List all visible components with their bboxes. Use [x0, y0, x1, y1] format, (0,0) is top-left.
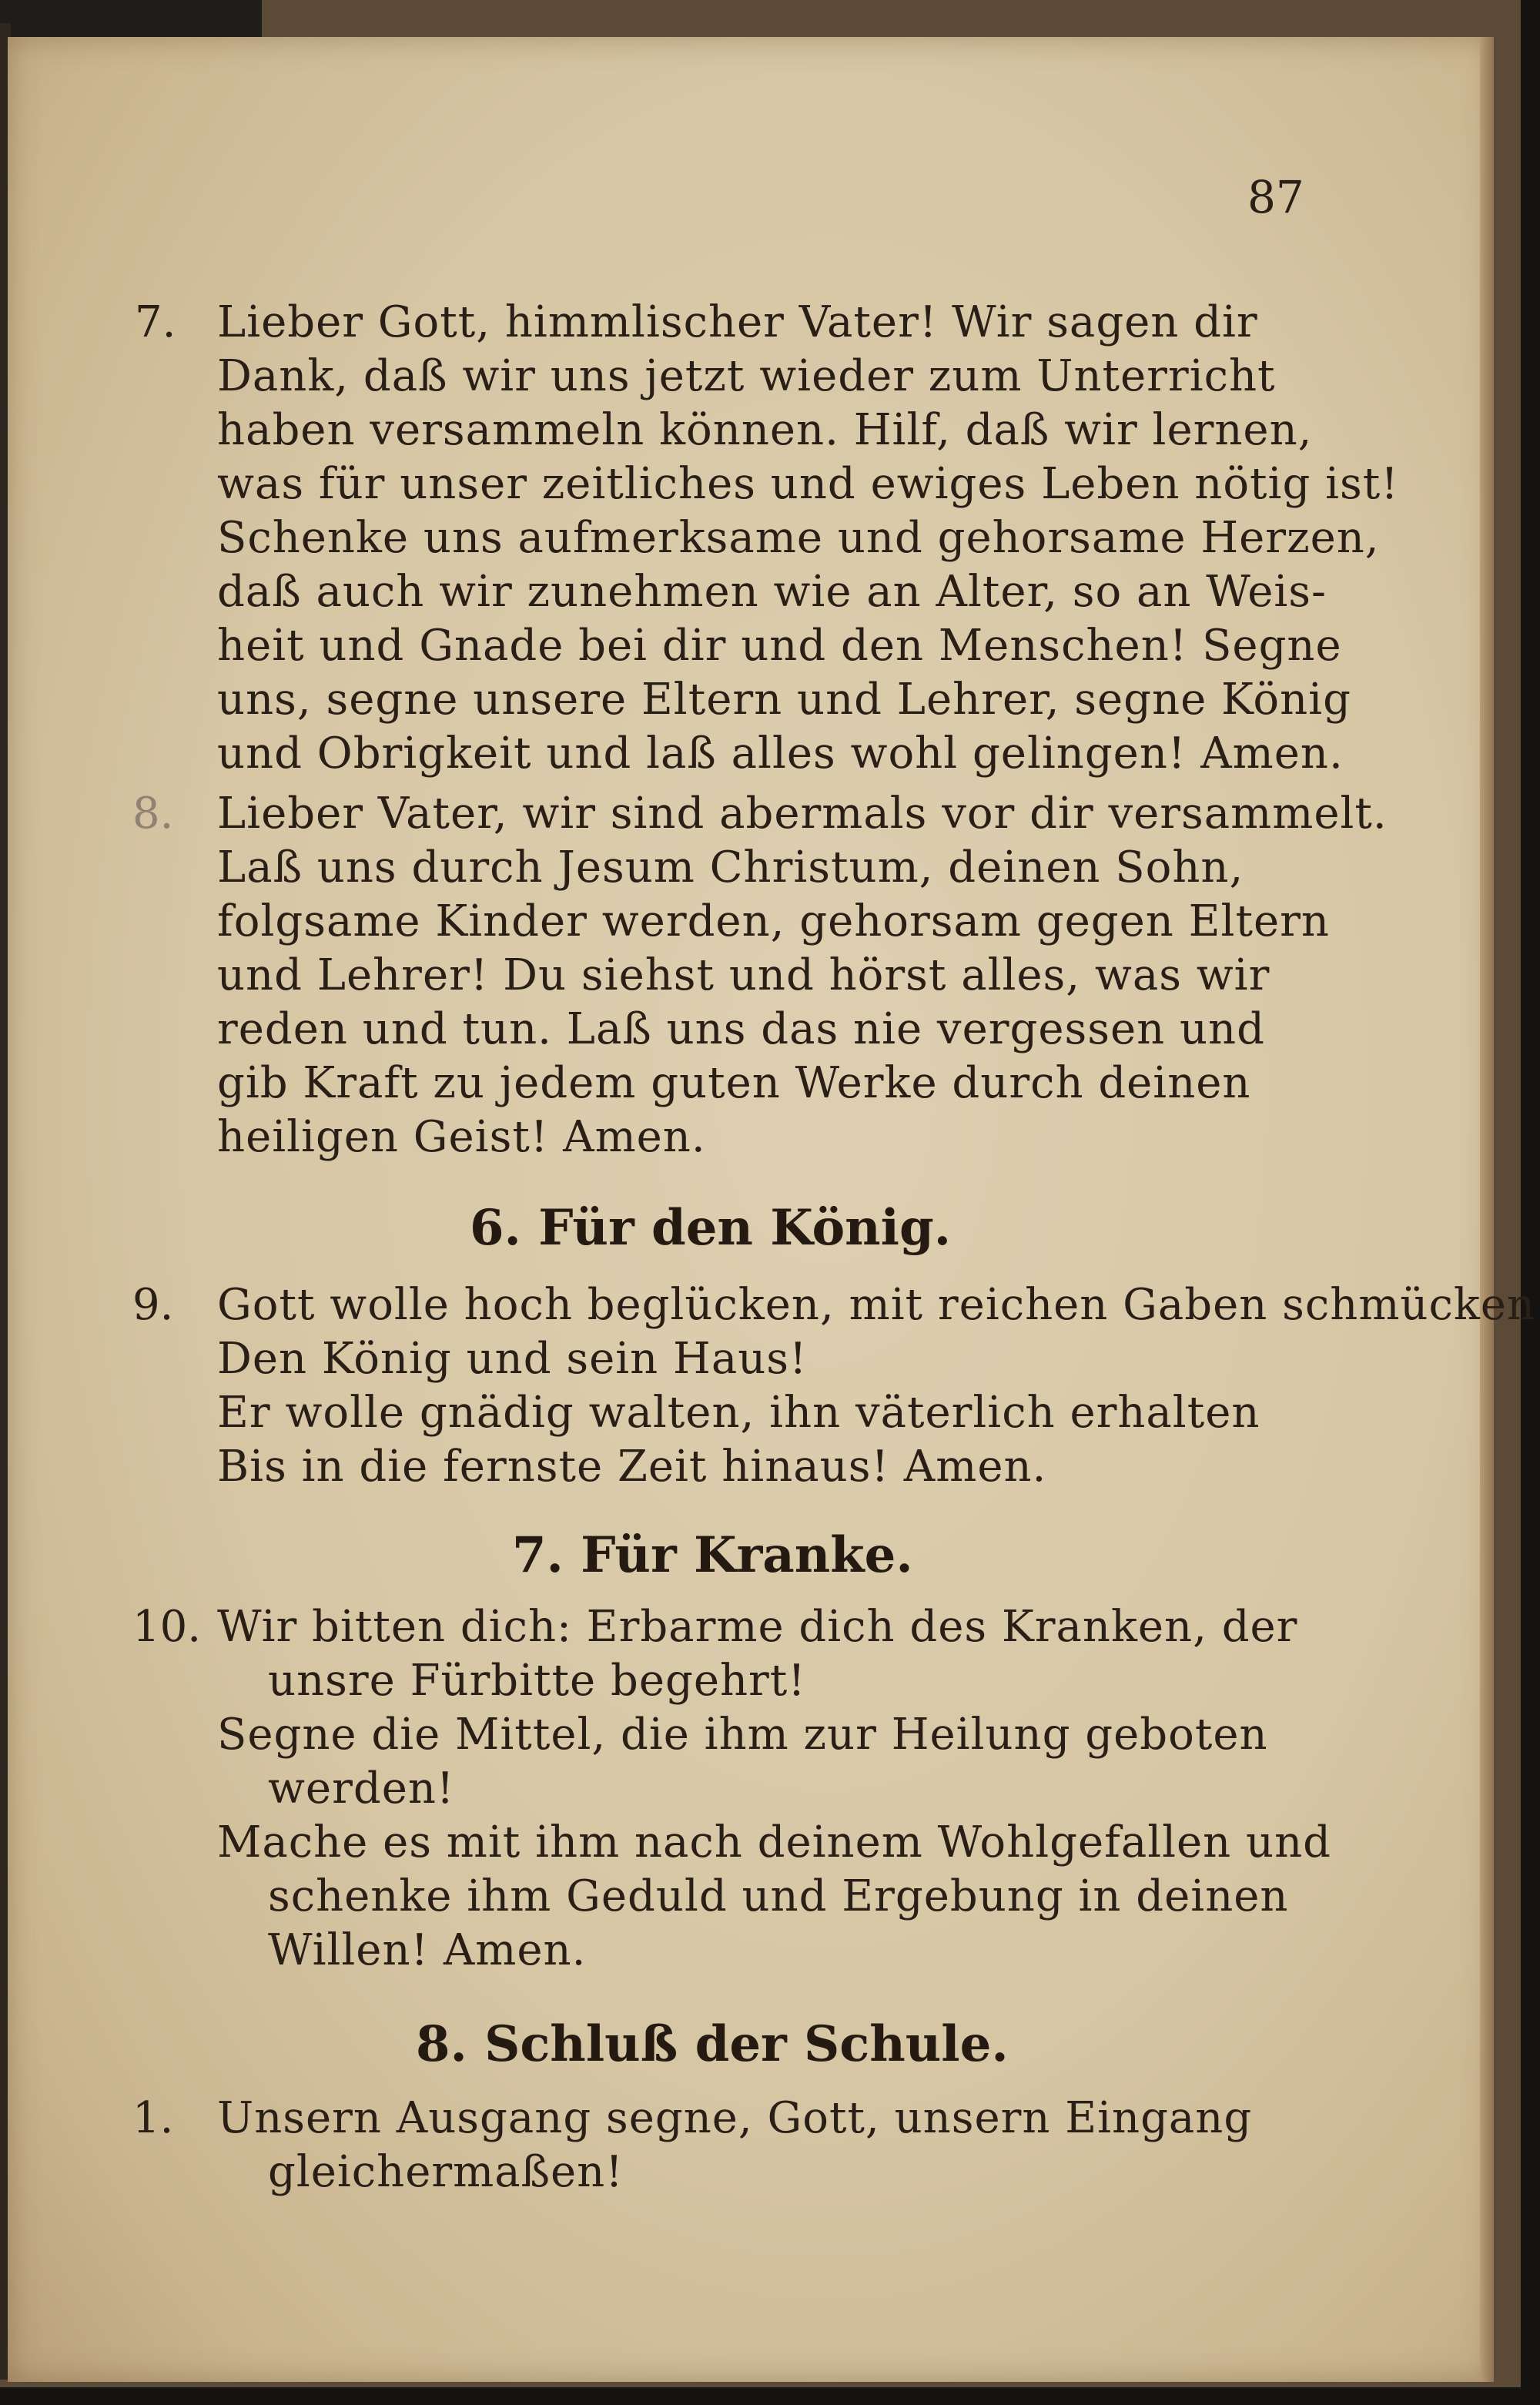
prayer-line: heiligen Geist! Amen. — [217, 1112, 706, 1162]
prayer-line: schenke ihm Geduld und Ergebung in deinen — [268, 1871, 1289, 1921]
prayer-number: 1. — [132, 2093, 174, 2143]
prayer-line: daß auch wir zunehmen wie an Alter, so an Weis- — [217, 567, 1327, 617]
prayer-line: Bis in die fernste Zeit hinaus! Amen. — [217, 1442, 1047, 1492]
prayer-line: werden! — [268, 1764, 455, 1814]
prayer-number: 8. — [132, 789, 174, 839]
page-edge — [1480, 37, 1494, 2382]
prayer-line: Den König und sein Haus! — [217, 1334, 808, 1384]
section-heading: 6. Für den König. — [470, 1199, 951, 1257]
page-number: 87 — [1247, 171, 1304, 223]
prayer-line: Lieber Vater, wir sind abermals vor dir versammelt. — [217, 789, 1388, 839]
prayer-line: Gott wolle hoch beglücken, mit reichen Gaben schmücken — [217, 1280, 1535, 1330]
prayer-line: haben versammeln können. Hilf, daß wir lernen, — [217, 405, 1313, 455]
prayer-line: Mache es mit ihm nach deinem Wohlgefallen und — [217, 1817, 1332, 1867]
prayer-line: was für unser zeitliches und ewiges Leben nötig ist! — [217, 459, 1399, 509]
prayer-line: heit und Gnade bei dir und den Menschen! Segne — [217, 621, 1342, 671]
section-heading: 7. Für Kranke. — [512, 1526, 913, 1584]
prayer-number: 7. — [135, 297, 176, 347]
prayer-line: Laß uns durch Jesum Christum, deinen Sohn, — [217, 842, 1244, 893]
prayer-line: Segne die Mittel, die ihm zur Heilung geboten — [217, 1710, 1268, 1760]
prayer-line: Dank, daß wir uns jetzt wieder zum Unterricht — [217, 351, 1276, 401]
prayer-line: gleichermaßen! — [268, 2147, 624, 2197]
prayer-number: 9. — [132, 1280, 174, 1330]
prayer-line: Lieber Gott, himmlischer Vater! Wir sagen dir — [217, 297, 1258, 347]
prayer-line: Wir bitten dich: Erbarme dich des Kranken, der — [217, 1602, 1298, 1652]
prayer-line: reden und tun. Laß uns das nie vergessen und — [217, 1004, 1265, 1054]
prayer-line: folgsame Kinder werden, gehorsam gegen Eltern — [217, 896, 1330, 946]
prayer-line: und Lehrer! Du siehst und hörst alles, was wir — [217, 950, 1270, 1000]
prayer-line: uns, segne unsere Eltern und Lehrer, segne König — [217, 675, 1351, 725]
prayer-line: Er wolle gnädig walten, ihn väterlich erhalten — [217, 1388, 1260, 1438]
prayer-line: und Obrigkeit und laß alles wohl gelingen! Amen. — [217, 729, 1344, 779]
prayer-number: 10. — [132, 1602, 202, 1652]
section-heading: 8. Schluß der Schule. — [416, 2015, 1009, 2073]
prayer-line: Schenke uns aufmerksame und gehorsame Herzen, — [217, 513, 1380, 563]
prayer-line: Willen! Amen. — [268, 1925, 587, 1975]
prayer-line: unsre Fürbitte begehrt! — [268, 1656, 806, 1706]
prayer-line: gib Kraft zu jedem guten Werke durch deinen — [217, 1058, 1251, 1108]
prayer-line: Unsern Ausgang segne, Gott, unsern Eingang — [217, 2093, 1253, 2143]
